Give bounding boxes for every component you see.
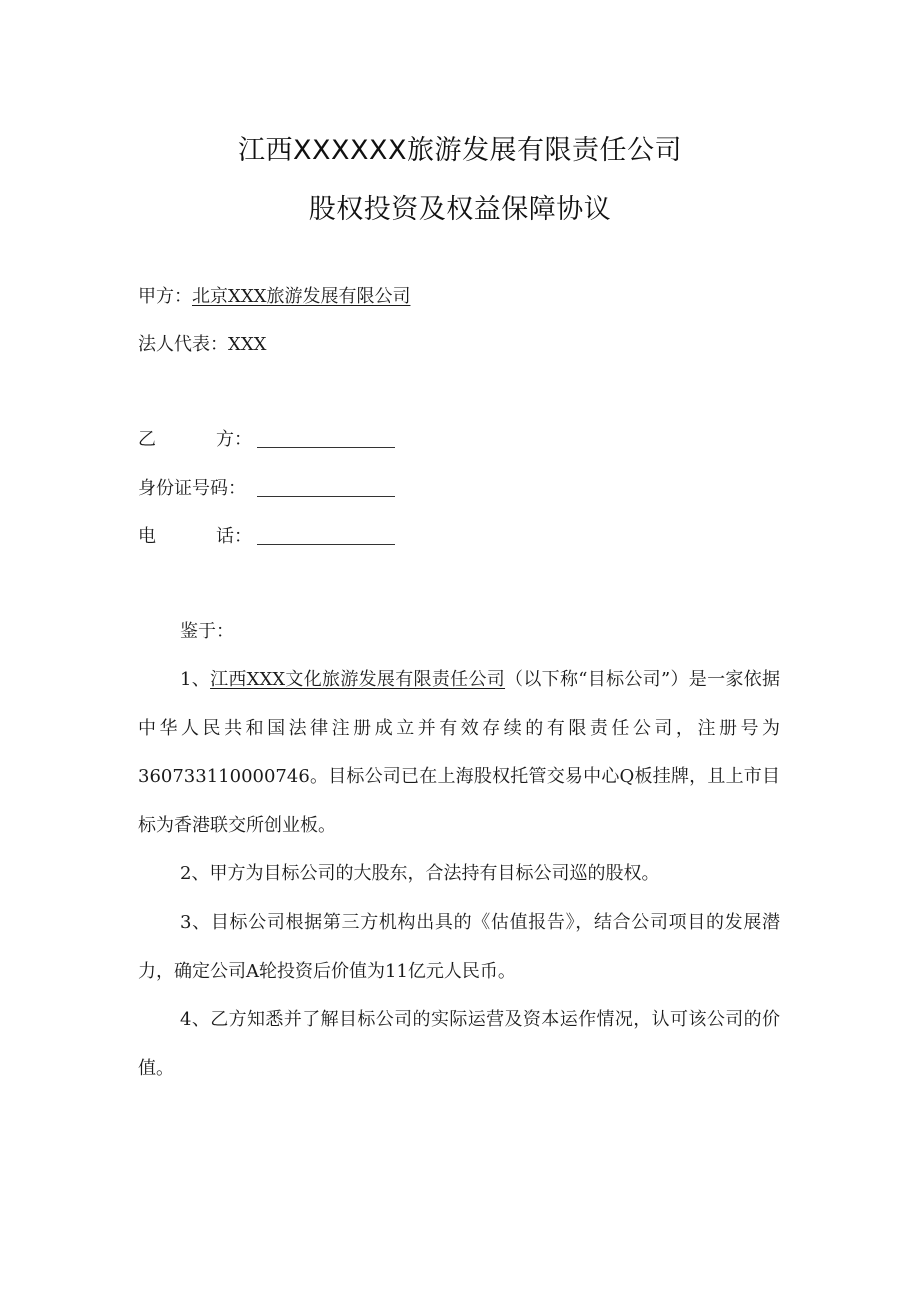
recitals-heading: [138, 608, 780, 657]
party-a-label: 甲方：: [138, 286, 192, 307]
party-b-label-right: 方：: [216, 429, 252, 450]
recital-item-1: [138, 656, 780, 850]
id-number-label: 身份证号码：: [138, 478, 246, 499]
party-a-name: 北京XXX旅游发展有限公司: [192, 286, 411, 307]
recital-text: 甲方为目标公司的大股东，合法持有目标公司巡的股权。: [209, 863, 660, 884]
recital-text: （以下称“目标公司”）是一家依据中华人民共和国法律注册成立并有效存续的有限责任公司，注册号为360733110000746。目标公司已在上海股权托管交易中心Q板挂牌，且上市目标为香港联交所创业板。: [138, 669, 780, 836]
recital-prefix: 3、: [180, 912, 211, 933]
recital-prefix: 1、: [180, 669, 211, 690]
party-a-line: [138, 285, 410, 309]
recitals-heading-text: 鉴于：: [180, 621, 234, 642]
recital-text: 乙方知悉并了解目标公司的实际运营及资本运作情况，认可该公司的价值。: [138, 1009, 781, 1079]
recital-prefix: 2、: [180, 863, 210, 884]
legal-rep-line: [138, 333, 266, 357]
recital-item-2: [138, 850, 780, 899]
id-number-blank[interactable]: [257, 495, 395, 497]
party-b-blank[interactable]: [257, 446, 395, 448]
phone-label-left: 电: [138, 526, 156, 547]
legal-rep-name: XXX: [228, 334, 267, 355]
document-title: 江西XXXXXX旅游发展有限责任公司: [238, 135, 682, 166]
document-subtitle: 股权投资及权益保障协议: [308, 194, 612, 225]
phone-label-right: 话：: [216, 526, 252, 547]
recital-prefix: 4、: [180, 1009, 211, 1030]
phone-blank[interactable]: [257, 543, 395, 545]
target-company-name: 江西XXX文化旅游发展有限责任公司: [210, 669, 506, 690]
recital-text: 目标公司根据第三方机构出具的《估值报告》，结合公司项目的发展潜力，确定公司A轮投资后价值为11亿元人民币。: [138, 912, 781, 982]
legal-rep-label: 法人代表：: [138, 334, 228, 355]
party-b-label-left: 乙: [138, 429, 156, 450]
recital-item-3: [138, 899, 780, 996]
recital-item-4: [138, 996, 780, 1093]
